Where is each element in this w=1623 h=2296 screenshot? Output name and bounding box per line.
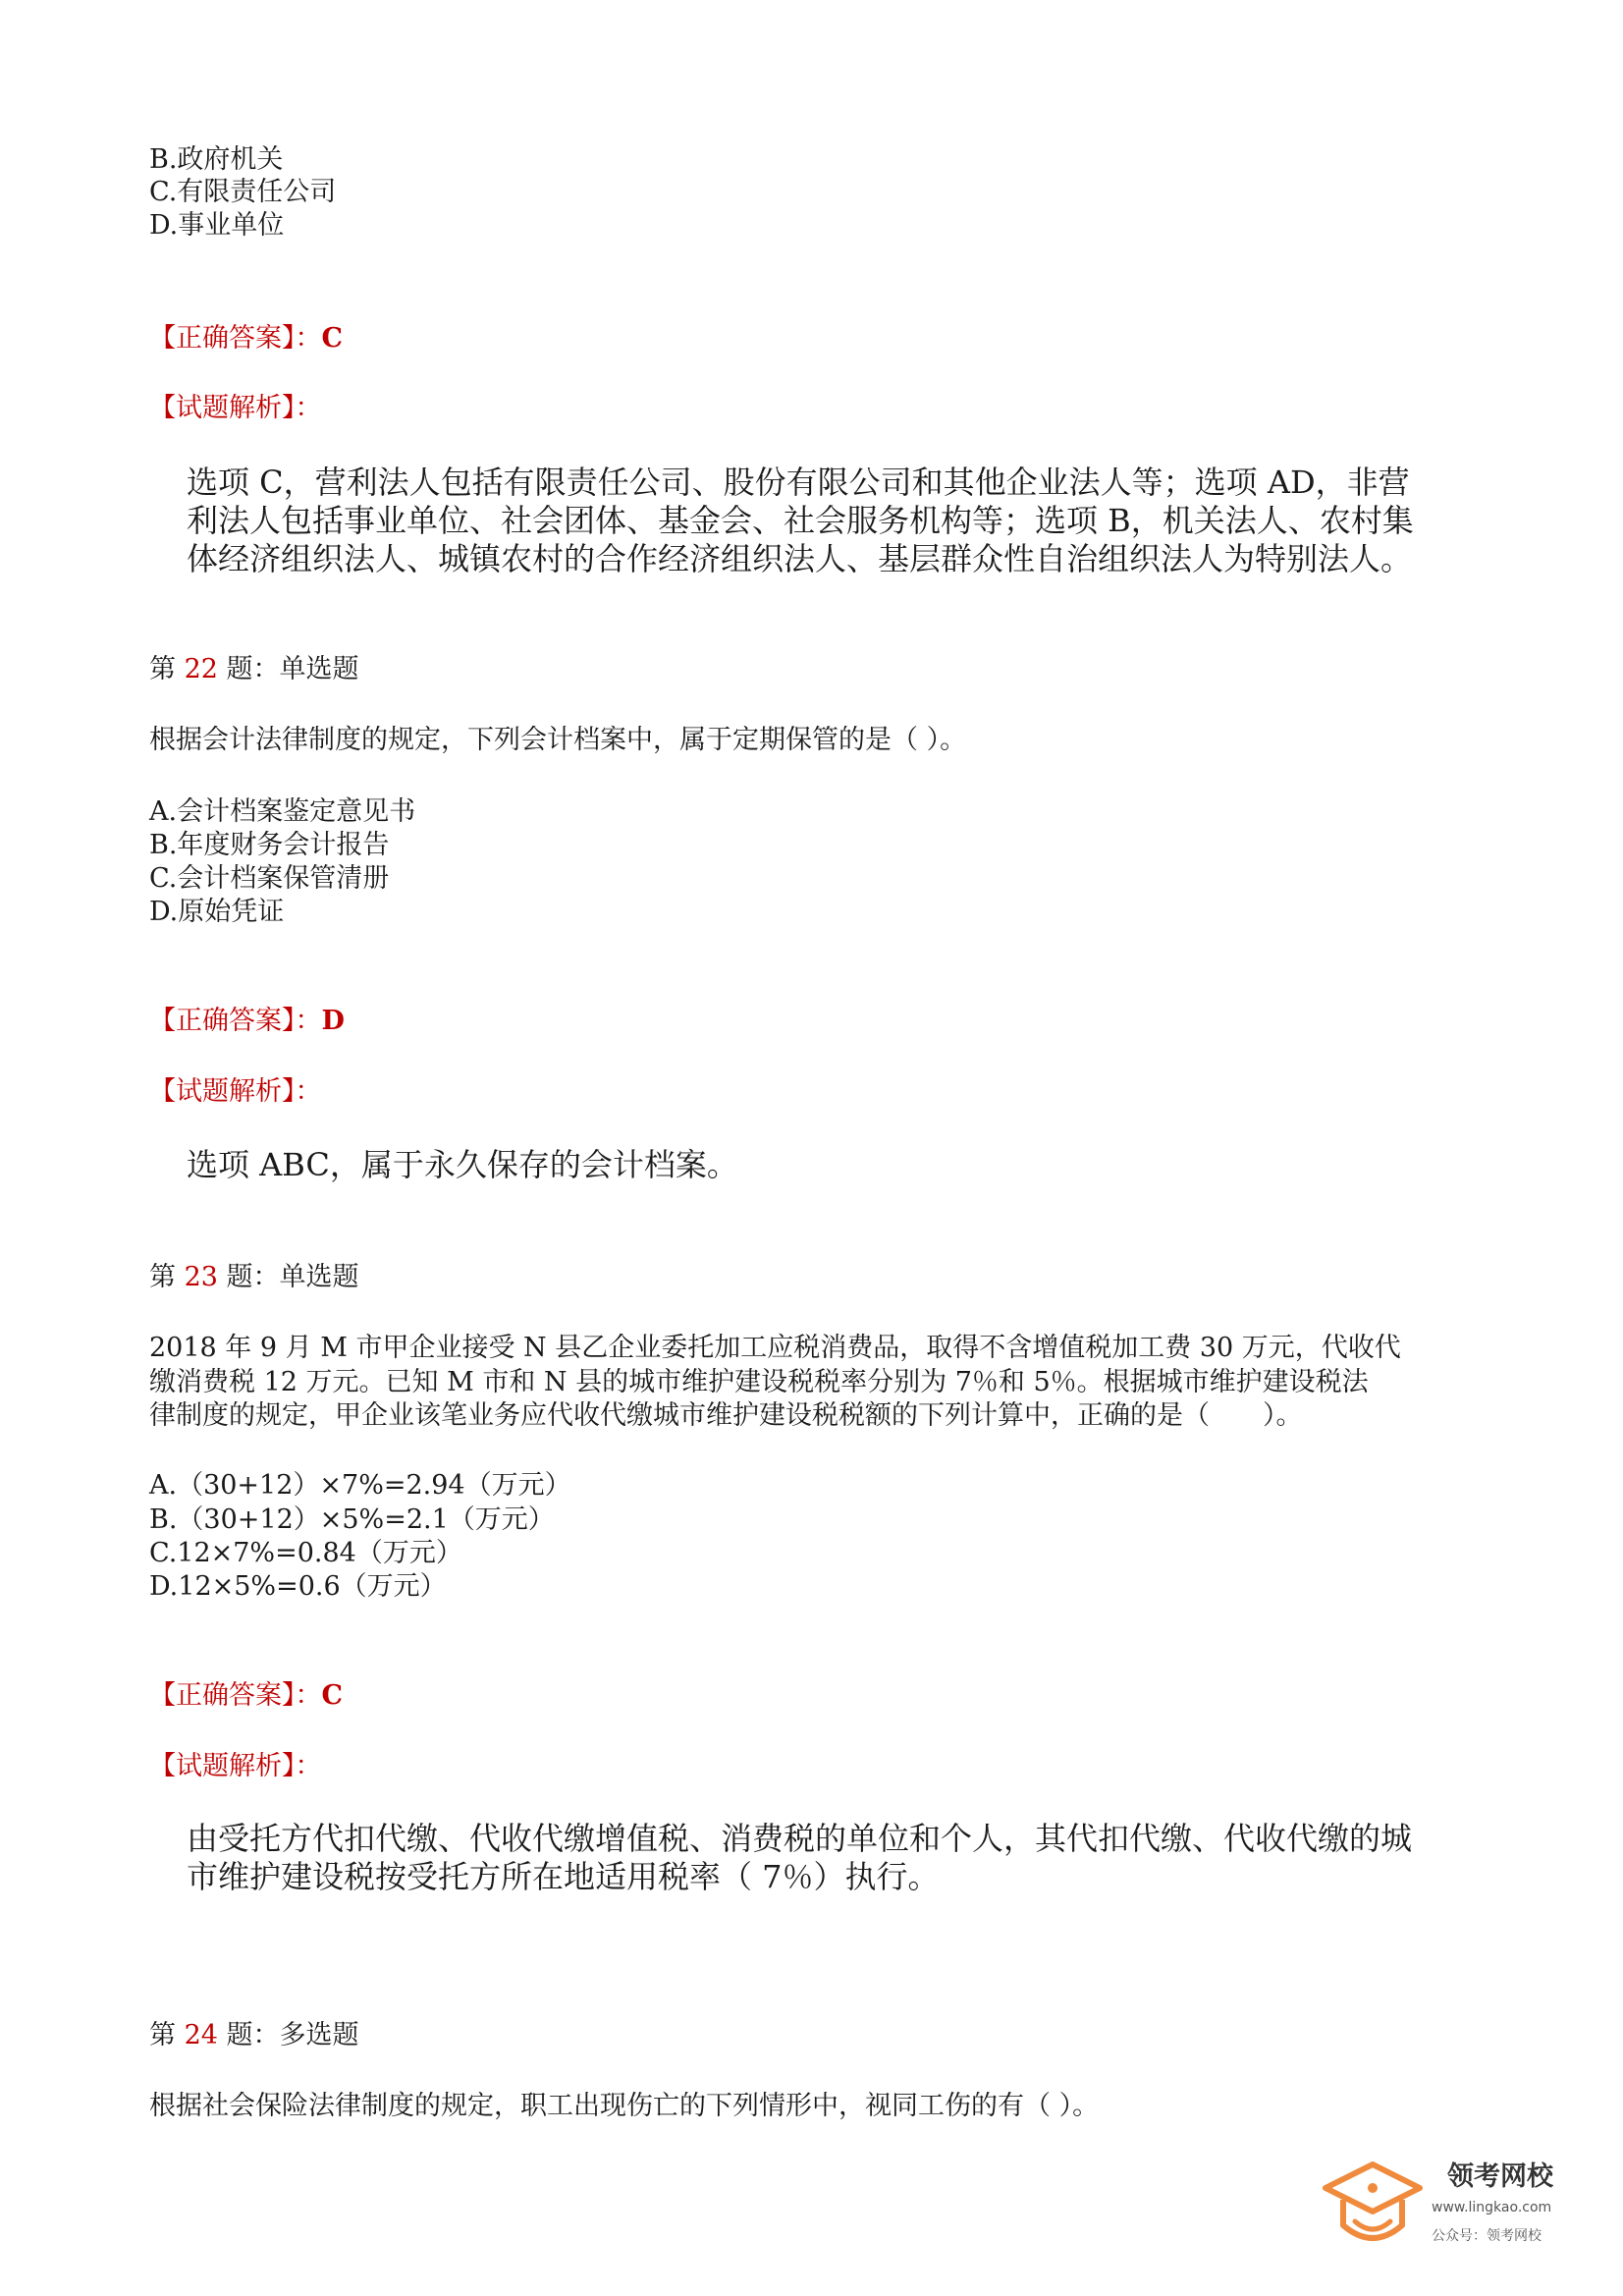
question-number: 24 xyxy=(184,2020,218,2050)
question-stem: 根据社会保险法律制度的规定，职工出现伤亡的下列情形中，视同工伤的有（ ）。 xyxy=(149,2091,1100,2121)
answer-label: 【正确答案】： xyxy=(149,1680,322,1711)
option-b: B.年度财务会计报告 xyxy=(149,830,390,860)
question-stem: 根据会计法律制度的规定，下列会计档案中，属于定期保管的是（ ）。 xyxy=(149,725,967,755)
question-header xyxy=(149,2018,359,2052)
question-header xyxy=(149,652,359,686)
analysis-label: 【试题解析】： xyxy=(149,1751,322,1781)
answer-value: D xyxy=(321,1006,345,1036)
option-a: A.会计档案鉴定意见书 xyxy=(149,796,416,827)
question-type: 题：多选题 xyxy=(226,2020,359,2050)
analysis-text-line: 市维护建设税按受托方所在地适用税率（ 7％）执行。 xyxy=(187,1858,940,1895)
analysis-text-line: 体经济组织法人、城镇农村的合作经济组织法人、基层群众性自治组织法人为特别法人。 xyxy=(187,540,1413,577)
option-d: D.事业单位 xyxy=(149,210,285,241)
answer-value: C xyxy=(321,323,343,354)
answer-value: C xyxy=(321,1680,343,1711)
option-c: C.有限责任公司 xyxy=(149,177,337,207)
question-prefix: 第 xyxy=(149,654,176,684)
question-prefix: 第 xyxy=(149,2020,176,2050)
question-stem-line: 律制度的规定，甲企业该笔业务应代收代缴城市维护建设税税额的下列计算中，正确的是（ ）。 xyxy=(149,1400,1303,1431)
option-a: A.（30+12）×7%=2.94（万元） xyxy=(149,1470,571,1501)
logo-name: 领考网校 xyxy=(1447,2161,1553,2192)
option-c: C.会计档案保管清册 xyxy=(149,863,390,894)
question-prefix: 第 xyxy=(149,1262,176,1292)
answer-label: 【正确答案】： xyxy=(149,323,322,354)
brand-logo xyxy=(1322,2153,1577,2270)
correct-answer-line xyxy=(149,1678,343,1713)
logo-url: www.lingkao.com xyxy=(1432,2200,1552,2215)
option-b: B.（30+12）×5%=2.1（万元） xyxy=(149,1504,555,1535)
answer-label: 【正确答案】： xyxy=(149,1006,322,1036)
analysis-label: 【试题解析】： xyxy=(149,1076,322,1107)
question-stem-line: 2018 年 9 月 M 市甲企业接受 N 县乙企业委托加工应税消费品，取得不含增值税加工费 30 万元，代收代 xyxy=(149,1333,1401,1363)
analysis-text-line: 由受托方代扣代缴、代收代缴增值税、消费税的单位和个人，其代扣代缴、代收代缴的城 xyxy=(187,1820,1413,1857)
analysis-text-line: 选项 ABC，属于永久保存的会计档案。 xyxy=(187,1146,738,1183)
question-number: 22 xyxy=(184,654,218,684)
graduation-cap-icon xyxy=(1322,2157,1424,2265)
question-type: 题：单选题 xyxy=(226,654,359,684)
logo-wechat: 公众号：领考网校 xyxy=(1432,2228,1542,2244)
analysis-text-line: 选项 C，营利法人包括有限责任公司、股份有限公司和其他企业法人等；选项 AD，非营 xyxy=(187,464,1410,501)
option-c: C.12×7%=0.84（万元） xyxy=(149,1538,462,1568)
option-d: D.原始凭证 xyxy=(149,897,285,927)
option-d: D.12×5%=0.6（万元） xyxy=(149,1571,447,1602)
question-stem-line: 缴消费税 12 万元。已知 M 市和 N 县的城市维护建设税税率分别为 7％和 5％。根据城市维护建设税法 xyxy=(149,1367,1369,1397)
question-type: 题：单选题 xyxy=(226,1262,359,1292)
question-header xyxy=(149,1260,359,1294)
question-number: 23 xyxy=(184,1262,218,1292)
option-b: B.政府机关 xyxy=(149,144,284,175)
analysis-label: 【试题解析】： xyxy=(149,393,322,423)
correct-answer-line xyxy=(149,321,343,355)
correct-answer-line xyxy=(149,1004,345,1038)
analysis-text-line: 利法人包括事业单位、社会团体、基金会、社会服务机构等；选项 B，机关法人、农村集 xyxy=(187,502,1414,539)
